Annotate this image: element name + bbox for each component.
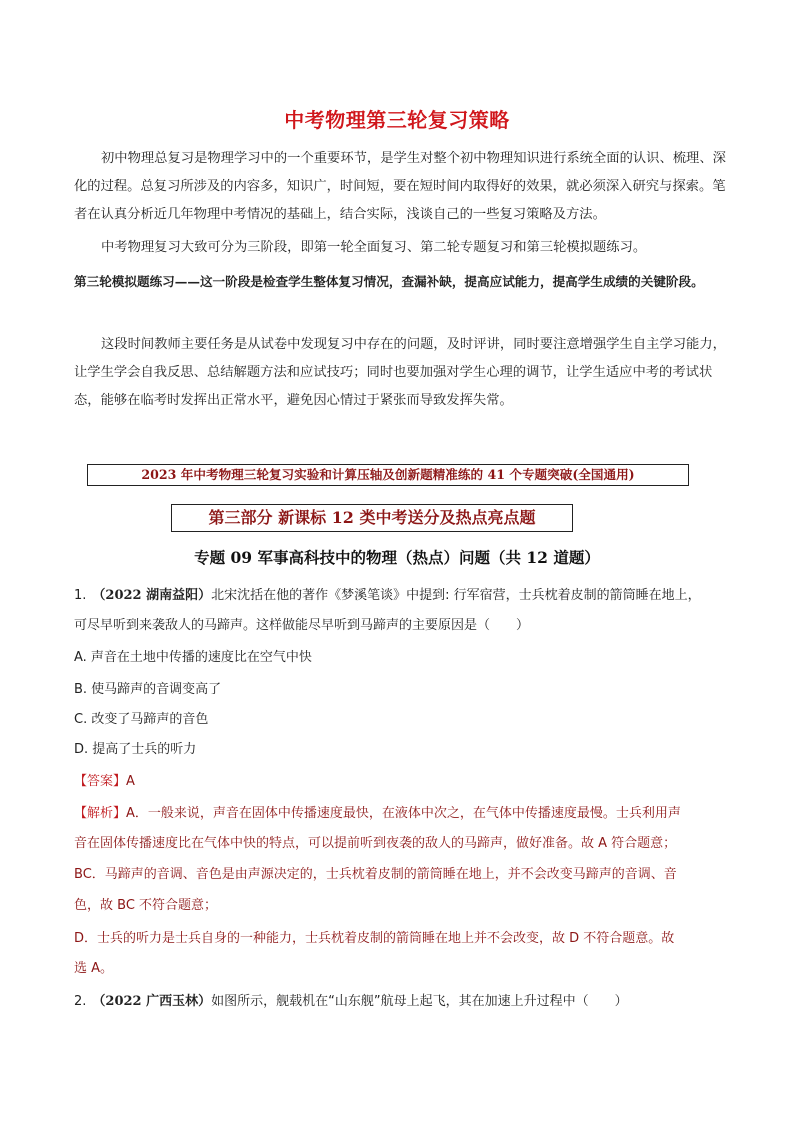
question-2-stem-text: 如图所示，舰载机在“山东舰”航母上起飞，其在加速上升过程中（ ）	[211, 994, 628, 1009]
question-2-stem	[74, 988, 734, 1016]
answer-value: A	[126, 774, 135, 789]
page-title: 中考物理第三轮复习策略	[284, 108, 510, 132]
question-1-option-b: B. 使马蹄声的音调变高了	[74, 682, 222, 697]
question-1-number: 1.	[74, 588, 87, 603]
analysis-line-3: BC．马蹄声的音调、音色是由声源决定的，士兵枕着皮制的箭筒睡在地上，并不会改变马蹄声的音调、音	[74, 867, 677, 882]
question-1-answer	[74, 768, 734, 796]
section-heading: 第三部分 新课标 12 类中考送分及热点亮点题	[171, 504, 573, 532]
analysis-text-1: A．一般来说，声音在固体中传播速度最快，在液体中次之，在气体中传播速度最慢。士兵利用声	[126, 806, 681, 821]
question-2-number: 2.	[74, 994, 87, 1009]
topic-heading: 专题 09 军事高科技中的物理（热点）问题（共 12 道题）	[194, 548, 600, 567]
analysis-label: 【解析】	[74, 806, 127, 821]
question-1-option-d: D. 提高了士兵的听力	[74, 742, 197, 757]
analysis-line-6: 选 A。	[74, 961, 114, 976]
analysis-line-1	[74, 799, 734, 828]
series-banner: 2023 年中考物理三轮复习实验和计算压轴及创新题精准练的 41 个专题突破(全国通用)	[87, 464, 689, 486]
intro-paragraph-3: 第三轮模拟题练习——这一阶段是检查学生整体复习情况，查漏补缺，提高应试能力，提高学生成绩的关键阶段。	[74, 274, 704, 289]
answer-label: 【答案】	[74, 774, 127, 789]
intro-paragraph-4: 这段时间教师主要任务是从试卷中发现复习中存在的问题，及时评讲，同时要注意增强学生自主学习能力，让学生学会自我反思、总结解题方法和应试技巧；同时也要加强对学生心理的调节，让学生适应中考的考试状态，能够在临考时发挥出正常水平，避免因心情过于紧张而导致发挥失常。	[74, 337, 726, 408]
intro-paragraph-2: 中考物理复习大致可分为三阶段，即第一轮全面复习、第二轮专题复习和第三轮模拟题练习。	[101, 240, 647, 255]
analysis-line-5: D．士兵的听力是士兵自身的一种能力，士兵枕着皮制的箭筒睡在地上并不会改变，故 D 不符合题意。故	[74, 931, 675, 946]
question-1-source: （2022 湖南益阳）	[92, 588, 212, 603]
question-2-source: （2022 广西玉林）	[92, 994, 212, 1009]
question-1-stem-line-1	[74, 582, 734, 610]
analysis-line-4: 色，故 BC 不符合题意；	[74, 898, 218, 913]
question-1-stem-line-2: 可尽早听到来袭敌人的马蹄声。这样做能尽早听到马蹄声的主要原因是（ ）	[74, 618, 530, 633]
intro-paragraph-1: 初中物理总复习是物理学习中的一个重要环节，是学生对整个初中物理知识进行系统全面的认识、梳理、深化的过程。总复习所涉及的内容多，知识广，时间短，要在短时间内取得好的效果，就必须深入研究与探索。笔者在认真分析近几年物理中考情况的基础上，结合实际，浅谈自己的一些复习策略及方法。	[74, 151, 726, 222]
question-1-option-c: C. 改变了马蹄声的音色	[74, 712, 209, 727]
analysis-line-2: 音在固体传播速度比在气体中快的特点，可以提前听到夜袭的敌人的马蹄声，做好准备。故 A 符合题意；	[74, 836, 677, 851]
question-1-stem-text: 北宋沈括在他的著作《梦溪笔谈》中提到: 行军宿营，士兵枕着皮制的箭筒睡在地上，	[211, 588, 701, 603]
question-1-option-a: A. 声音在土地中传播的速度比在空气中快	[74, 650, 312, 665]
